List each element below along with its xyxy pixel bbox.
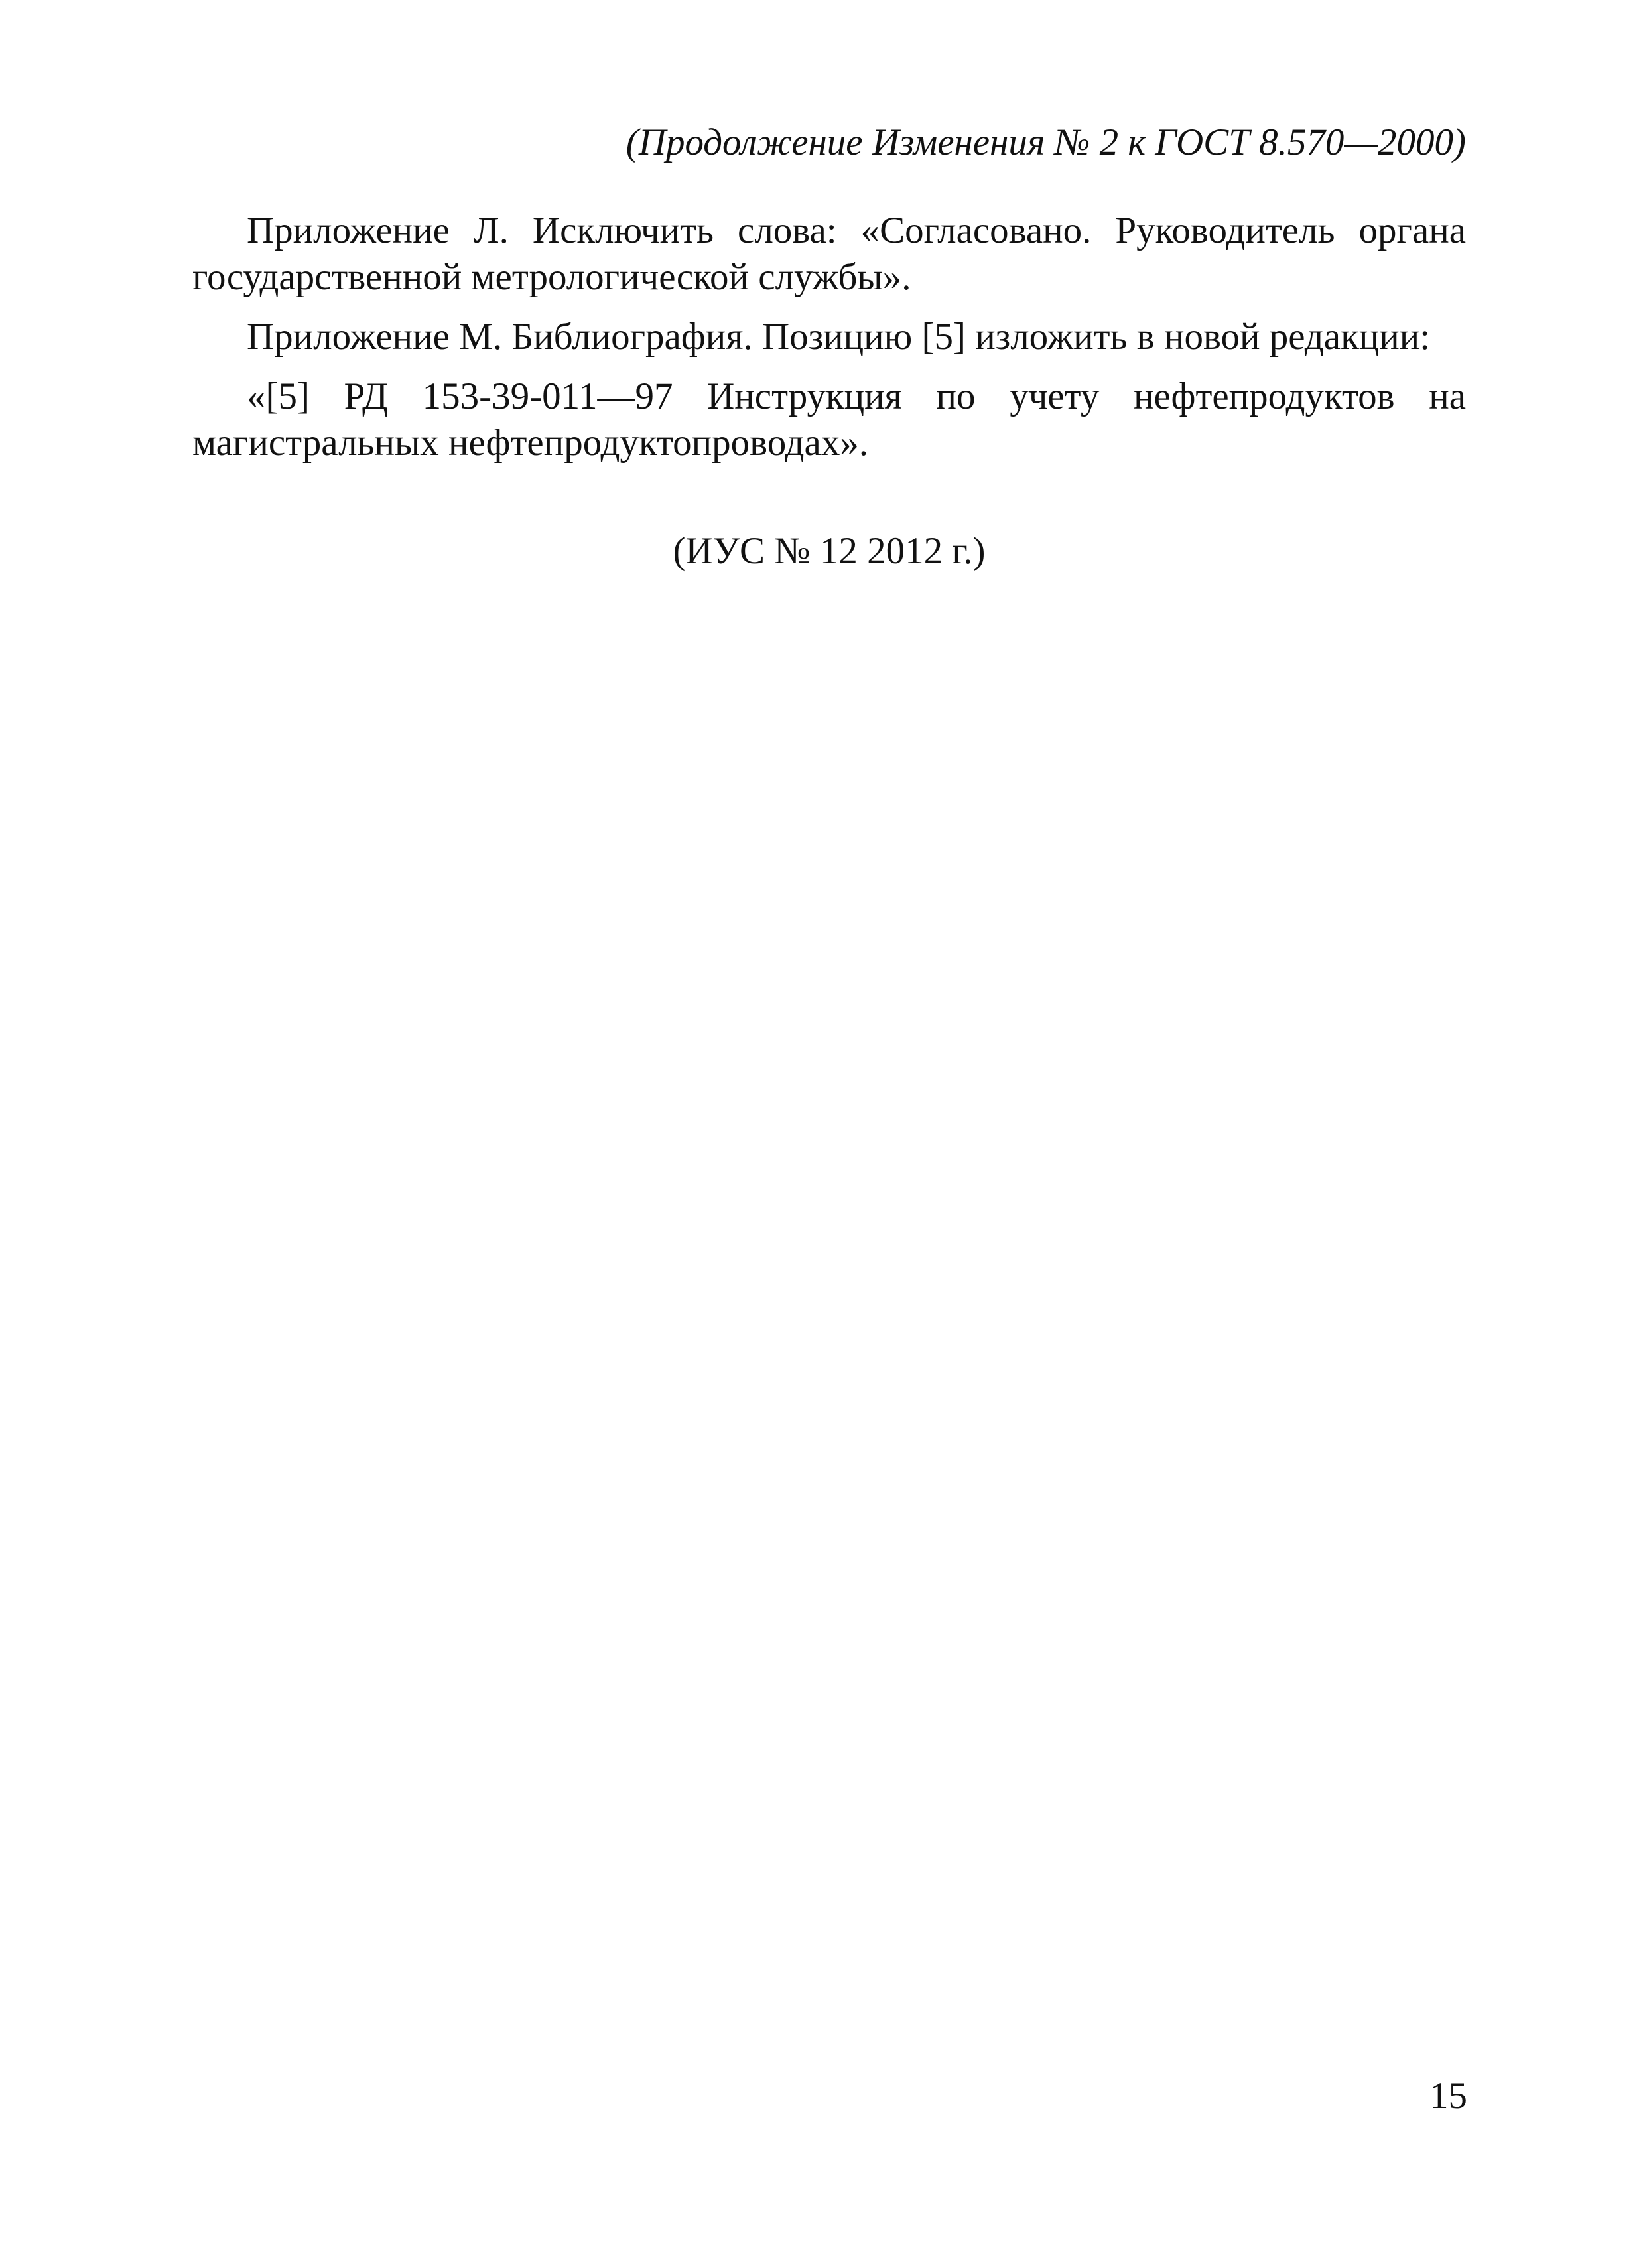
page-content xyxy=(192,116,1466,578)
paragraph-appendix-l: Приложение Л. Исключить слова: «Согласовано. Руководитель органа государственной метрологической службы». xyxy=(192,210,1466,298)
paragraph-appendix-m: Приложение М. Библиография. Позицию [5] изложить в новой редакции: xyxy=(247,316,1431,358)
page-number: 15 xyxy=(1429,2075,1467,2117)
source-reference: (ИУС № 12 2012 г.) xyxy=(673,530,986,572)
running-header: (Продолжение Изменения № 2 к ГОСТ 8.570—2000) xyxy=(625,121,1466,163)
paragraph-reference-5: «[5] РД 153-39-011—97 Инструкция по учету нефтепродуктов на магистральных нефтепродуктопроводах». xyxy=(192,375,1466,464)
